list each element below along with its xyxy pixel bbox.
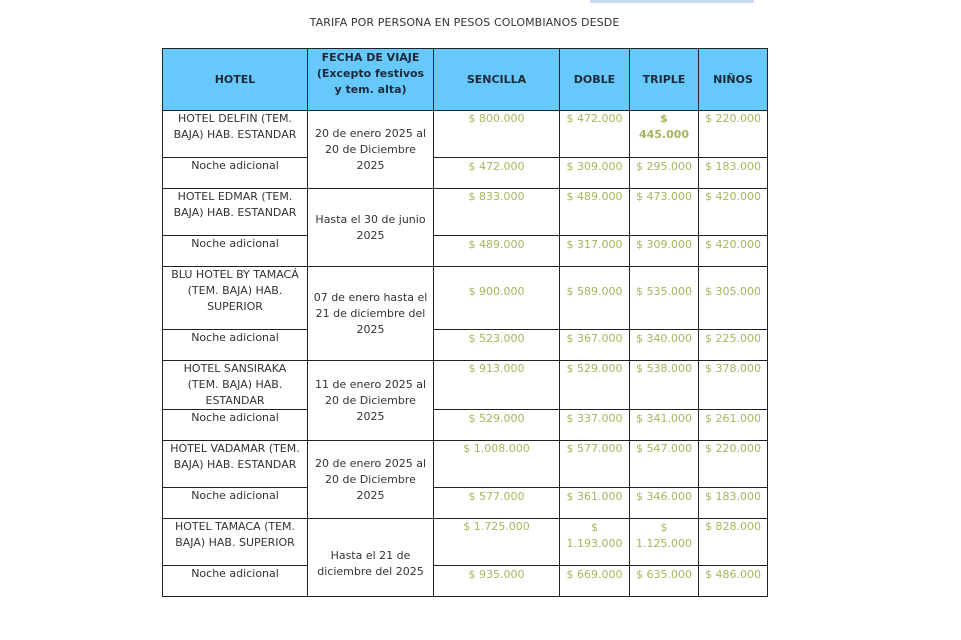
extra-price-single: $ 577.000 <box>434 488 560 519</box>
extra-price-double: $ 367.000 <box>560 330 630 361</box>
table-row <box>163 566 768 597</box>
header-single: SENCILLA <box>434 49 560 111</box>
extra-price-single: $ 529.000 <box>434 410 560 441</box>
price-triple: $ 538.000 <box>630 361 699 410</box>
extra-price-triple: $ 346.000 <box>630 488 699 519</box>
extra-price-kids: $ 183.000 <box>699 488 768 519</box>
price-kids: $ 378.000 <box>699 361 768 410</box>
table-row <box>163 519 768 566</box>
table-row <box>163 111 768 158</box>
extra-night-label: Noche adicional <box>163 410 308 441</box>
extra-price-double: $ 361.000 <box>560 488 630 519</box>
price-single: $ 1.008.000 <box>434 441 560 488</box>
extra-price-single: $ 523.000 <box>434 330 560 361</box>
table-header-row <box>163 49 768 111</box>
table-row <box>163 267 768 330</box>
table-row <box>163 441 768 488</box>
price-kids: $ 220.000 <box>699 441 768 488</box>
travel-dates: 20 de enero 2025 al 20 de Diciembre 2025 <box>308 441 434 519</box>
price-triple: $ 1.125.000 <box>630 519 699 566</box>
hotel-name: HOTEL SANSIRAKA (TEM. BAJA) HAB. ESTANDAR <box>163 361 308 410</box>
price-triple: $ 473.000 <box>630 189 699 236</box>
extra-price-kids: $ 420.000 <box>699 236 768 267</box>
price-kids: $ 305.000 <box>699 267 768 330</box>
extra-night-label: Noche adicional <box>163 330 308 361</box>
extra-price-kids: $ 225.000 <box>699 330 768 361</box>
price-kids: $ 828.000 <box>699 519 768 566</box>
header-travel-date: FECHA DE VIAJE (Excepto festivos y tem. alta) <box>308 49 434 111</box>
travel-dates: Hasta el 30 de junio 2025 <box>308 189 434 267</box>
extra-night-label: Noche adicional <box>163 566 308 597</box>
table-row <box>163 189 768 236</box>
extra-night-label: Noche adicional <box>163 158 308 189</box>
travel-dates: Hasta el 21 de diciembre del 2025 <box>308 519 434 597</box>
price-kids: $ 220.000 <box>699 111 768 158</box>
page-title: TARIFA POR PERSONA EN PESOS COLOMBIANOS DESDE <box>309 16 620 29</box>
extra-price-triple: $ 309.000 <box>630 236 699 267</box>
extra-night-label: Noche adicional <box>163 236 308 267</box>
price-single: $ 1.725.000 <box>434 519 560 566</box>
table-row <box>163 361 768 410</box>
travel-dates: 20 de enero 2025 al 20 de Diciembre 2025 <box>308 111 434 189</box>
price-double: $ 577.000 <box>560 441 630 488</box>
price-triple: $ 445.000 <box>630 111 699 158</box>
extra-price-kids: $ 183.000 <box>699 158 768 189</box>
price-single: $ 913.000 <box>434 361 560 410</box>
hotel-name: HOTEL VADAMAR (TEM. BAJA) HAB. ESTANDAR <box>163 441 308 488</box>
price-single: $ 833.000 <box>434 189 560 236</box>
extra-price-single: $ 935.000 <box>434 566 560 597</box>
hotel-name: BLU HOTEL BY TAMACÁ (TEM. BAJA) HAB. SUPERIOR <box>163 267 308 330</box>
hotel-name: HOTEL TAMACA (TEM. BAJA) HAB. SUPERIOR <box>163 519 308 566</box>
price-double: $ 589.000 <box>560 267 630 330</box>
price-kids: $ 420.000 <box>699 189 768 236</box>
hotel-name: HOTEL DELFIN (TEM. BAJA) HAB. ESTANDAR <box>163 111 308 158</box>
price-double: $ 529.000 <box>560 361 630 410</box>
extra-price-kids: $ 261.000 <box>699 410 768 441</box>
header-kids: NIÑOS <box>699 49 768 111</box>
price-single: $ 900.000 <box>434 267 560 330</box>
price-double: $ 489.000 <box>560 189 630 236</box>
table-row <box>163 158 768 189</box>
table-row <box>163 330 768 361</box>
extra-night-label: Noche adicional <box>163 488 308 519</box>
extra-price-double: $ 317.000 <box>560 236 630 267</box>
extra-price-double: $ 669.000 <box>560 566 630 597</box>
price-double: $ 472.000 <box>560 111 630 158</box>
rates-table <box>162 48 768 597</box>
top-accent-bar <box>590 0 754 3</box>
price-triple: $ 535.000 <box>630 267 699 330</box>
price-triple: $ 547.000 <box>630 441 699 488</box>
extra-price-triple: $ 340.000 <box>630 330 699 361</box>
extra-price-triple: $ 635.000 <box>630 566 699 597</box>
travel-dates: 07 de enero hasta el 21 de diciembre del 2025 <box>308 267 434 361</box>
price-single: $ 800.000 <box>434 111 560 158</box>
extra-price-double: $ 337.000 <box>560 410 630 441</box>
extra-price-single: $ 472.000 <box>434 158 560 189</box>
travel-dates: 11 de enero 2025 al 20 de Diciembre 2025 <box>308 361 434 441</box>
extra-price-triple: $ 295.000 <box>630 158 699 189</box>
extra-price-single: $ 489.000 <box>434 236 560 267</box>
price-double: $ 1.193.000 <box>560 519 630 566</box>
header-double: DOBLE <box>560 49 630 111</box>
extra-price-kids: $ 486.000 <box>699 566 768 597</box>
table-row <box>163 410 768 441</box>
extra-price-triple: $ 341.000 <box>630 410 699 441</box>
extra-price-double: $ 309.000 <box>560 158 630 189</box>
header-triple: TRIPLE <box>630 49 699 111</box>
table-row <box>163 236 768 267</box>
header-hotel: HOTEL <box>163 49 308 111</box>
hotel-name: HOTEL EDMAR (TEM. BAJA) HAB. ESTANDAR <box>163 189 308 236</box>
table-row <box>163 488 768 519</box>
